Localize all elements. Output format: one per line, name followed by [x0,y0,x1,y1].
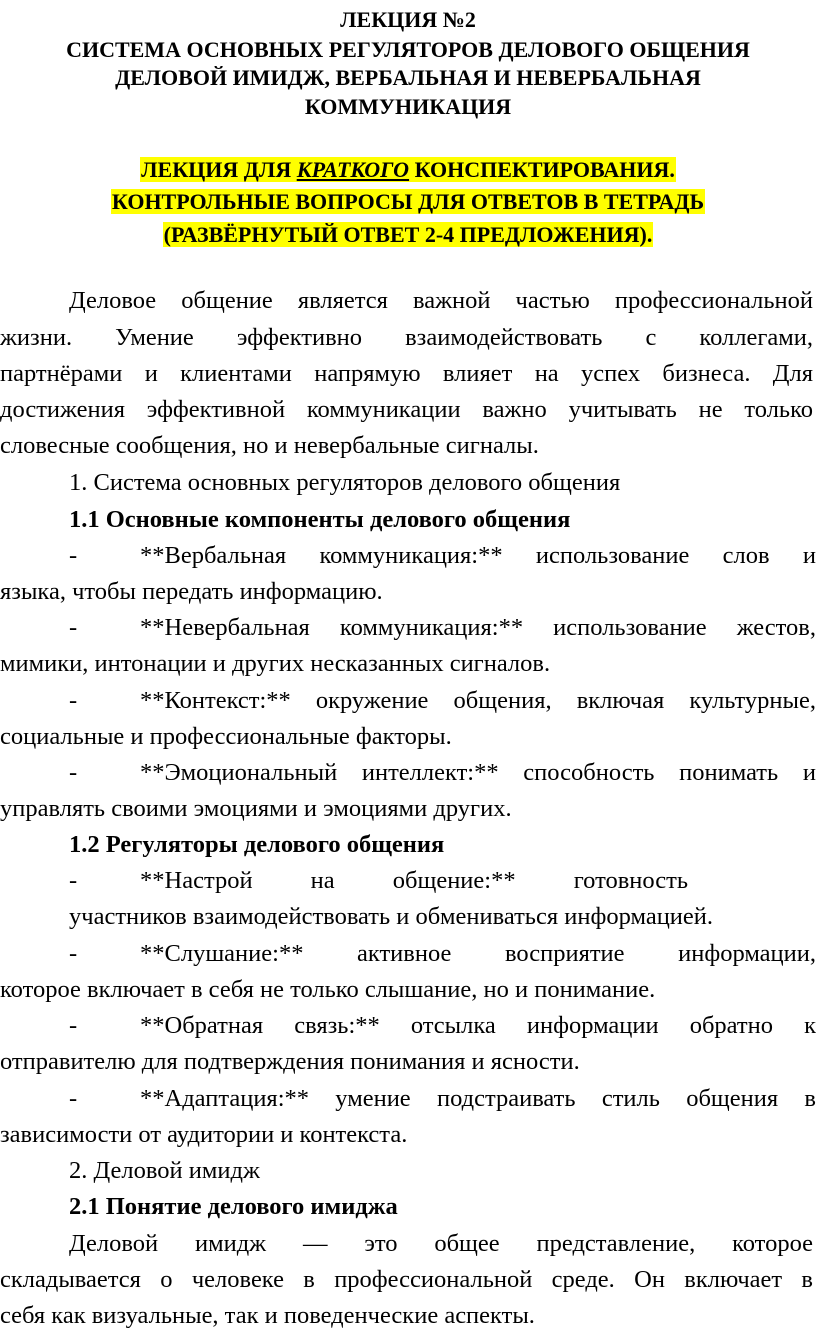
highlight-line-2: КОНТРОЛЬНЫЕ ВОПРОСЫ ДЛЯ ОТВЕТОВ В ТЕТРАДЬ [111,189,705,214]
list-dash: - [69,687,78,714]
paragraph-line: складывается о человеке в профессиональной среде. Он включает в [0,1266,813,1293]
paragraph-line: себя как визуальные, так и поведенческие аспекты. [0,1302,535,1329]
intro-line: партнёрами и клиентами напрямую влияет на успех бизнеса. Для [0,360,813,387]
section-heading: 2. Деловой имидж [69,1157,260,1184]
list-item-text: **Адаптация:** умение подстраивать стиль общения в [140,1085,816,1112]
list-item-text: **Контекст:** окружение общения, включая культурные, [140,687,816,714]
list-item-text: **Вербальная коммуникация:** использование слов и [140,542,816,569]
highlight-emphasis: КРАТКОГО [296,157,410,182]
subsection-heading: 1.1 Основные компоненты делового общения [69,506,571,533]
highlight-line-1 [0,155,816,185]
lecture-title-line-3: КОММУНИКАЦИЯ [304,94,512,119]
list-dash: - [69,867,78,894]
list-dash: - [69,1012,78,1039]
list-item-continuation: социальные и профессиональные факторы. [0,723,452,750]
list-dash: - [69,542,78,569]
highlight-text-a: ЛЕКЦИЯ ДЛЯ [141,157,297,182]
list-item-text: **Эмоциональный интеллект:** способность понимать и [140,759,816,786]
subsection-heading: 1.2 Регуляторы делового общения [69,831,445,858]
lecture-number: ЛЕКЦИЯ №2 [340,7,476,32]
list-item-text: **Обратная связь:** отсылка информации обратно к [140,1012,816,1039]
list-item-text: **Настрой на общение:** готовность [140,867,688,894]
intro-line: Деловое общение является важной частью профессиональной [69,287,813,314]
subsection-heading: 2.1 Понятие делового имиджа [69,1193,398,1220]
list-dash: - [69,1085,78,1112]
paragraph-line: Деловой имидж — это общее представление, которое [69,1230,813,1257]
list-item-text: **Слушание:** активное восприятие информации, [140,940,816,967]
list-dash: - [69,759,78,786]
list-item-text: **Невербальная коммуникация:** использование жестов, [140,614,816,641]
intro-line: достижения эффективной коммуникации важно учитывать не только [0,396,813,423]
list-item-continuation: которое включает в себя не только слышание, но и понимание. [0,976,656,1003]
highlight-text-b: КОНСПЕКТИРОВАНИЯ. [409,157,675,182]
section-heading: 1. Система основных регуляторов делового общения [69,469,621,496]
lecture-title-line-2: ДЕЛОВОЙ ИМИДЖ, ВЕРБАЛЬНАЯ И НЕВЕРБАЛЬНАЯ [115,65,701,90]
list-item-continuation: участников взаимодействовать и обмениваться информацией. [69,903,714,930]
highlight-line-3: (РАЗВЁРНУТЫЙ ОТВЕТ 2-4 ПРЕДЛОЖЕНИЯ). [163,222,653,247]
lecture-title-line-1: СИСТЕМА ОСНОВНЫХ РЕГУЛЯТОРОВ ДЕЛОВОГО ОБЩЕНИЯ [66,37,750,62]
list-item-continuation: мимики, интонации и других несказанных сигналов. [0,650,551,677]
list-dash: - [69,614,78,641]
list-item-continuation: зависимости от аудитории и контекста. [0,1121,408,1148]
list-item-continuation: языка, чтобы передать информацию. [0,578,383,605]
list-item-continuation: управлять своими эмоциями и эмоциями других. [0,795,512,822]
list-dash: - [69,940,78,967]
intro-line: словесные сообщения, но и невербальные сигналы. [0,432,539,459]
list-item-continuation: отправителю для подтверждения понимания и ясности. [0,1048,580,1075]
intro-line: жизни. Умение эффективно взаимодействовать с коллегами, [0,324,813,351]
